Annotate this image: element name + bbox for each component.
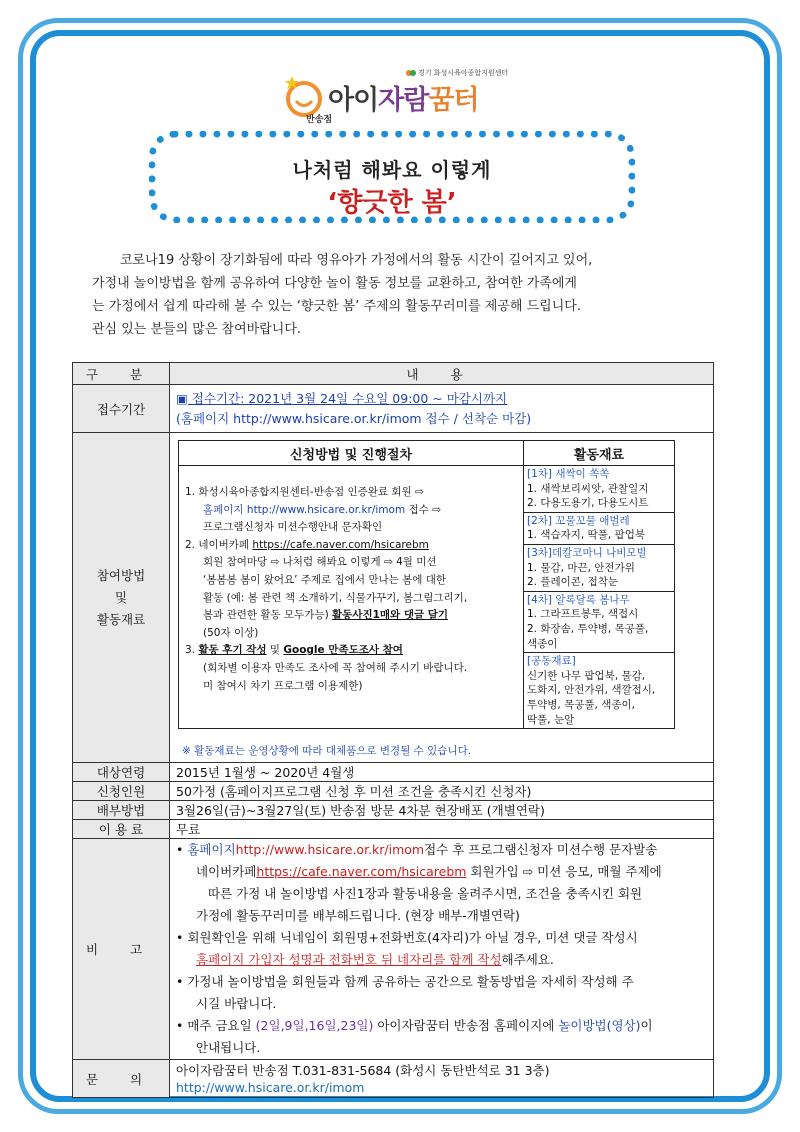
header-content: 내 용 [170, 363, 714, 385]
title-box [149, 131, 635, 223]
contact-info: 아이자람꿈터 반송점 T.031-831-5684 (화성시 동탄반석로 31 3층) [176, 1062, 550, 1078]
contact-label: 문 의 [73, 1060, 170, 1098]
title-line-1: 나처럼 해봐요 이렇게 [292, 158, 492, 182]
reception-label: 접수기간 [73, 385, 170, 433]
remarks-content: • 홈페이지http://www.hsicare.or.kr/imom접수 후 프로그램신청자 미션수행 문자발송 네이버카페https://cafe.naver.com/hsicarebm 회원가입 ⇨ 미션 응모, 매월 주제에 따른 가정 내 놀이방법 사진1장과 활동내용을 올려주시면, 조건을 충족시킨 회원 가정에 활동꾸러미를 배부해드립니다. (현장 배부-개별연락) • 회원확인을 위해 닉네임이 회원명+전화번호(4자리)가 아닐 경우, 미션 댓글 작성시 홈페이지 가입자 성명과 전화번호 뒤 네자리를 함께 작성해주세요. • 가정내 놀이방법을 회원들과 함께 공유하는 공간으로 활동방법을 자세히 작성해 주 시길 바랍니다. • 매주 금요일 (2일,9일,16일,23일) 아이자람꿈터 반송점 홈페이지에 놀이방법(영상)이 안내됩니다. [170, 839, 714, 1060]
materials-note: ※ 활동재료는 운영상황에 따라 대체품으로 변경될 수 있습니다. [182, 745, 472, 758]
intro-line: 가정내 놀이방법을 함께 공유하여 다양한 놀이 활동 정보를 교환하고, 참여한 가족에게 [92, 276, 577, 291]
reception-content [170, 385, 714, 433]
steps-list: 1. 화성시육아종합지원센터-반송점 인증완료 회원 ⇨ 홈페이지 http://www.hsicare.or.kr/imom 접수 ⇨ 프로그램신청자 미션수행안내 문자확인 2. 네이버카페 https://cafe.naver.com/hsicarebm 회원 참여마당 ⇨ 나처럼 해봐요 이렇게 ⇨ 4월 미션 ‘봄봄봄 봄이 왔어요’ 주제로 집에서 만나는 봄에 대한 활동 (예: 봄 관련 책 소개하기, 식물가꾸기, 봄그림그리기, 봄과 관련한 활동 모두가능) 활동사진1매와 댓글 달기 (50자 이상) 3. 활동 후기 작성 및 Google 만족도조사 참여 (회차별 이용자 만족도 조사에 꼭 참여해 주시기 바랍니다. 미 참여시 차기 프로그램 이용제한) [179, 466, 524, 729]
contact-content [170, 1060, 714, 1098]
materials-round-3: [3차]데칼코마니 나비모빌 1. 물감, 마끈, 안전가위 2. 플레이콘, 접착눈 [524, 545, 674, 592]
capacity-row [73, 782, 714, 801]
reception-period: ▣ 접수기간: 2021년 3월 24일 수요일 09:00 ~ 마감시까지 [176, 390, 508, 406]
materials-header: 활동재료 [524, 441, 675, 466]
remarks-row [73, 839, 714, 1060]
materials-round-1: [1차] 새싹이 쏙쏙 1. 새싹보리씨앗, 관찰일지 2. 다용도용기, 다용도시트 [524, 466, 674, 513]
contact-row [73, 1060, 714, 1098]
materials-common: [공동재료] 신기한 나무 팝업북, 물감, 도화지, 안전가위, 색깔접시, 투약병, 목공풀, 색종이, 딱풀, 눈알 [527, 655, 656, 726]
reception-method: (홈페이지 http://www.hsicare.or.kr/imom 접수 / 선착순 마감) [176, 410, 532, 426]
age-value: 2015년 1월생 ~ 2020년 4월생 [170, 763, 714, 782]
materials-round-4: [4차] 알록달록 봄나무 1. 그라프트봉투, 색접시 2. 화장솜, 투약병, 목공풀, 색종이 [524, 592, 674, 653]
info-table [72, 362, 714, 1098]
table-header-row [73, 363, 714, 385]
participation-label: 참여방법 및 활동재료 [73, 433, 170, 763]
remarks-cafe-link[interactable]: https://cafe.naver.com/hsicarebm [256, 864, 467, 879]
homepage-link[interactable]: 홈페이지 http://www.hsicare.or.kr/imom [203, 503, 406, 516]
fee-value: 무료 [170, 820, 714, 839]
contact-link[interactable]: http://www.hsicare.or.kr/imom [176, 1079, 365, 1095]
age-row [73, 763, 714, 782]
fee-row [73, 820, 714, 839]
logo [282, 64, 522, 126]
intro-paragraph [92, 249, 712, 341]
logo-branch: 반송점 [306, 115, 333, 125]
fee-label: 이 용 료 [73, 820, 170, 839]
distribution-label: 배부방법 [73, 801, 170, 820]
distribution-row [73, 801, 714, 820]
participation-content [170, 433, 714, 763]
intro-line: 관심 있는 분들의 많은 참여바랍니다. [92, 322, 302, 337]
distribution-value: 3월26일(금)~3월27일(토) 반송점 방문 4차분 현장배포 (개별연락) [170, 801, 714, 820]
logo-org: 경기 화성시육아종합지원센터 [406, 68, 508, 78]
logo-wordmark: 아이자람꿈터 [328, 85, 479, 116]
org-mark-icon [406, 69, 416, 77]
age-label: 대상연령 [73, 763, 170, 782]
procedure-table [178, 440, 675, 729]
cafe-link[interactable]: https://cafe.naver.com/hsicarebm [252, 538, 429, 551]
intro-line: 는 가정에서 쉽게 따라해 볼 수 있는 ‘향긋한 봄’ 주제의 활동꾸러미를 제공해 드립니다. [92, 299, 581, 314]
reception-row [73, 385, 714, 433]
materials-round-2: [2차] 꼬물꼬물 애벌레 1. 색습자지, 딱풀, 팝업북 [524, 513, 674, 545]
title-line-2: ‘향긋한 봄’ [327, 188, 457, 218]
materials-list [524, 466, 675, 729]
capacity-value: 50가정 (홈페이지프로그램 신청 후 미션 조건을 충족시킨 신청자) [170, 782, 714, 801]
remarks-label: 비 고 [73, 839, 170, 1060]
capacity-label: 신청인원 [73, 782, 170, 801]
steps-header: 신청방법 및 진행절차 [179, 441, 524, 466]
remarks-homepage-link[interactable]: http://www.hsicare.or.kr/imom [235, 842, 425, 857]
participation-row [73, 433, 714, 763]
header-label: 구 분 [73, 363, 170, 385]
intro-line: 코로나19 상황이 장기화됨에 따라 영유아가 가정에서의 활동 시간이 길어지고 있어, [120, 253, 593, 268]
